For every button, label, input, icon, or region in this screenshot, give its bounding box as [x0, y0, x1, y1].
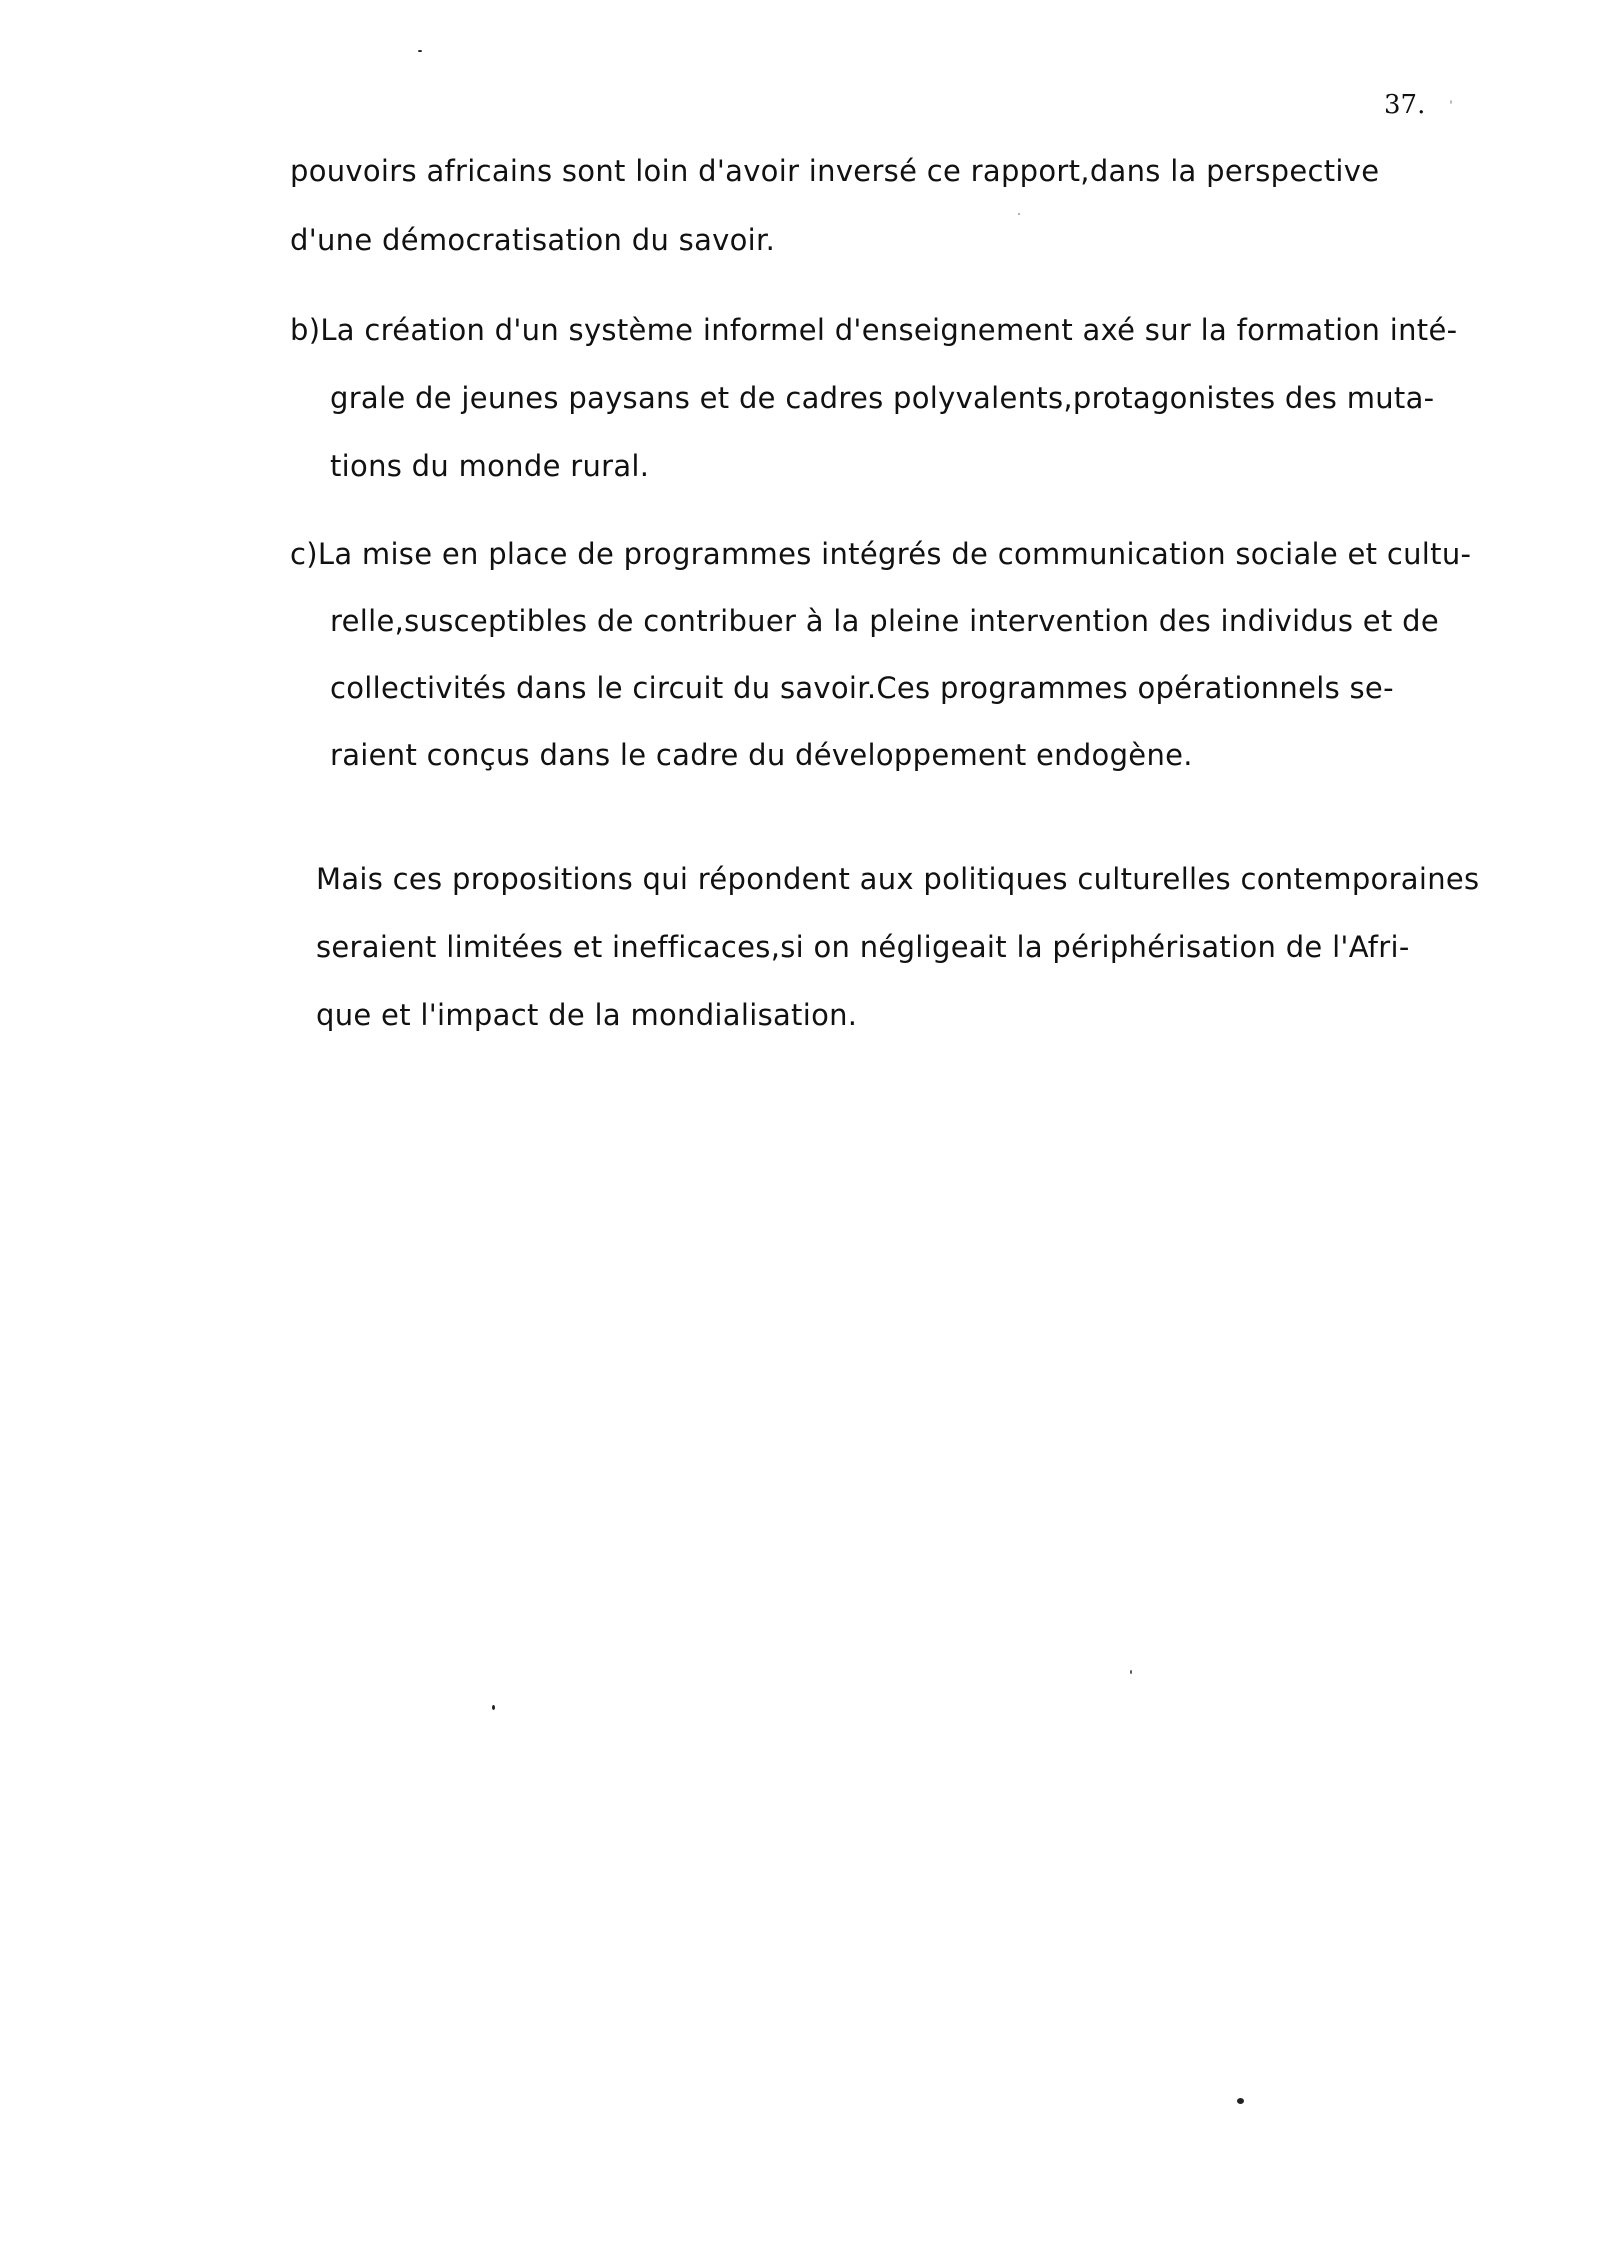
scan-speck — [492, 1705, 495, 1710]
paragraph-line: seraient limitées et inefficaces,si on négligeait la périphérisation de l'Afri- — [316, 930, 1410, 964]
paragraph-line: pouvoirs africains sont loin d'avoir inversé ce rapport,dans la perspective — [290, 154, 1380, 188]
list-item-line: c)La mise en place de programmes intégrés de communication sociale et cultu- — [290, 537, 1472, 571]
list-item-line: grale de jeunes paysans et de cadres polyvalents,protagonistes des muta- — [330, 381, 1435, 415]
page-number: 37. — [1384, 90, 1426, 120]
paragraph-line: que et l'impact de la mondialisation. — [316, 998, 858, 1032]
scan-speck — [1237, 2098, 1244, 2104]
list-item-line: b)La création d'un système informel d'enseignement axé sur la formation inté- — [290, 313, 1458, 347]
scan-speck — [418, 50, 422, 52]
scan-speck — [1018, 213, 1020, 215]
list-item-line: relle,susceptibles de contribuer à la pleine intervention des individus et de — [330, 604, 1439, 638]
paragraph-line: Mais ces propositions qui répondent aux politiques culturelles contemporaines — [316, 862, 1480, 896]
list-item-line: raient conçus dans le cadre du développement endogène. — [330, 738, 1193, 772]
list-item-line: tions du monde rural. — [330, 449, 650, 483]
scan-speck — [1450, 100, 1452, 104]
scan-speck — [1130, 1670, 1132, 1674]
list-item-line: collectivités dans le circuit du savoir.Ces programmes opérationnels se- — [330, 671, 1394, 705]
paragraph-line: d'une démocratisation du savoir. — [290, 223, 776, 257]
